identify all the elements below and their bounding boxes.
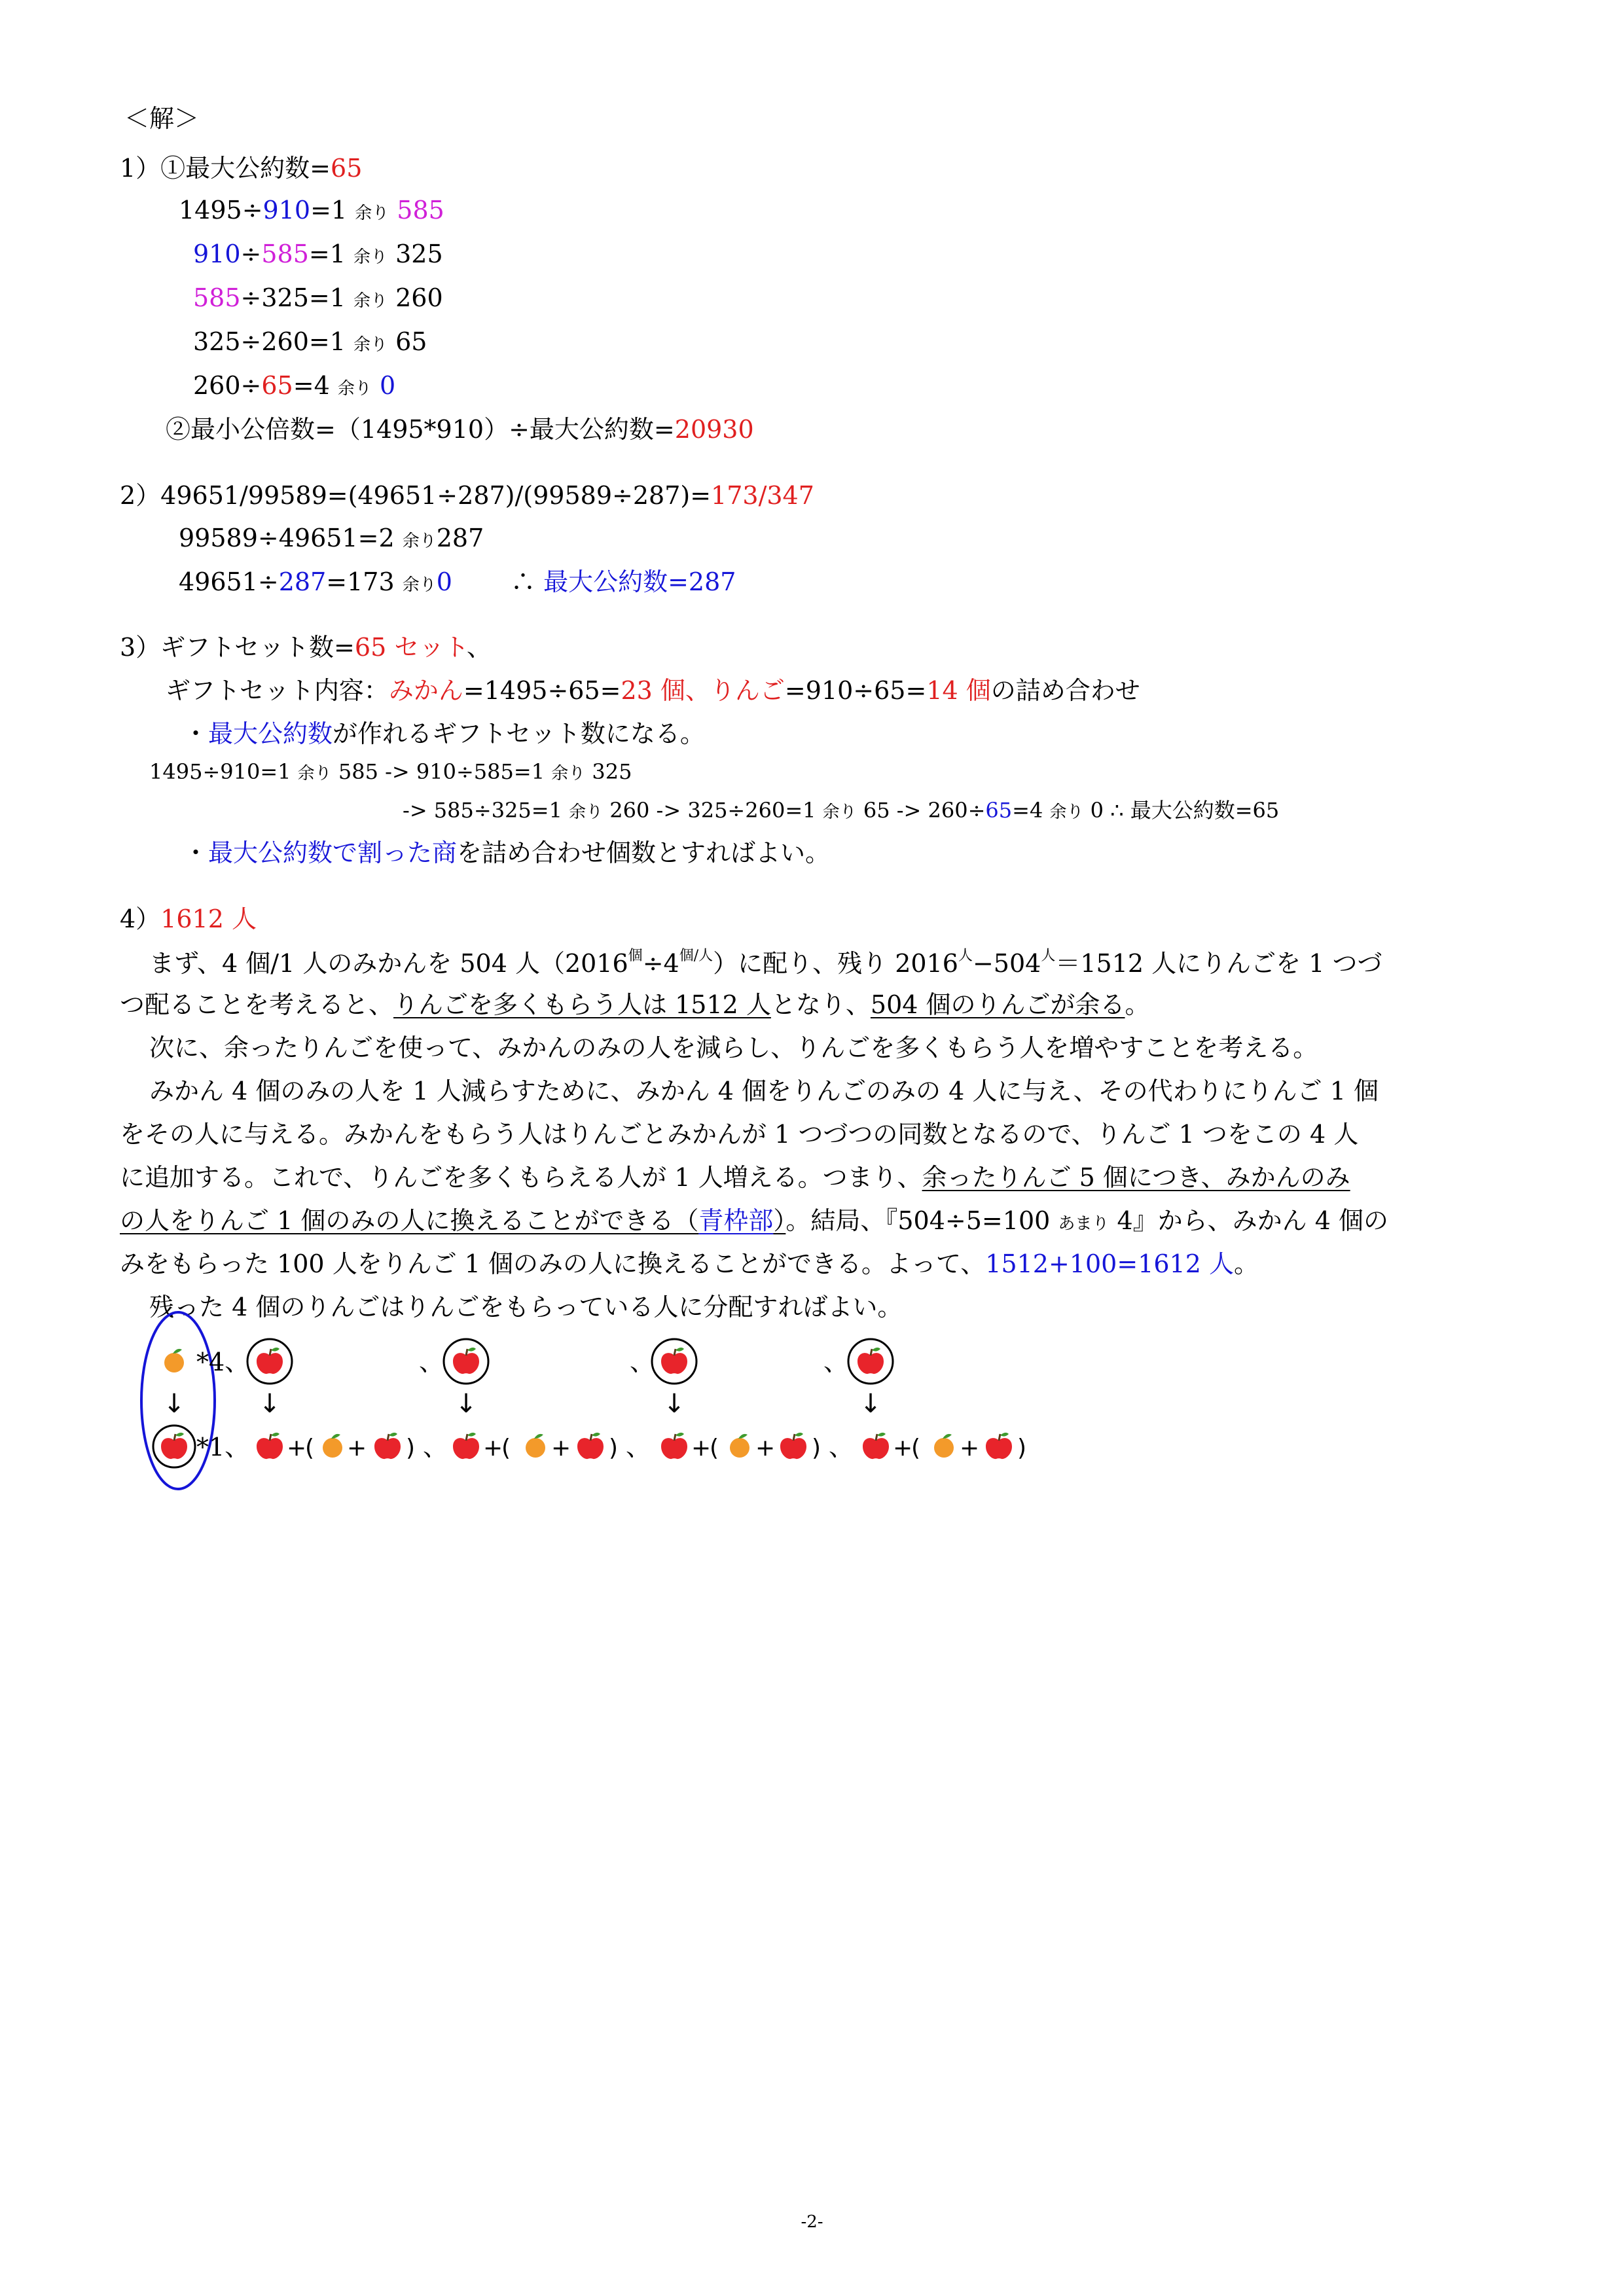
p1-step-3: 585÷325=1 余り 260	[193, 283, 443, 312]
separator: 、	[626, 1433, 651, 1462]
top-multiplier: *4、	[196, 1348, 250, 1376]
red-apple-icon	[661, 1348, 687, 1374]
red-apple-icon	[374, 1433, 401, 1459]
right-paren: )	[812, 1435, 821, 1462]
p2-step-2: 49651÷287=173 余り0	[179, 567, 452, 596]
p4-line-9: 残った 4 個のりんごはりんごをもらっている人に分配すればよい。	[149, 1293, 903, 1321]
p2-line: 2）49651/99589=(49651÷287)/(99589÷287)=173/347	[120, 481, 814, 510]
p4-line-5: をその人に与える。みかんをもらう人はりんごとみかんが 1 つづつの同数となるので、りんご 1 つをこの 4 人	[120, 1120, 1359, 1149]
p4-line-8: みをもらった 100 人をりんご 1 個のみの人に換えることができる。よって、1512+100=1612 人。	[120, 1249, 1259, 1278]
red-apple-icon	[161, 1433, 187, 1459]
p4-line-2: つ配ることを考えると、りんごを多くもらう人は 1512 人となり、504 個のりんごが余る。	[120, 990, 1150, 1019]
down-arrow-icon: ↓	[859, 1389, 882, 1419]
p4-line-7: の人をりんご 1 個のみの人に換えることができる（青枠部）。結局、『504÷5=100 あまり 4』から、みかん 4 個の	[120, 1206, 1388, 1235]
p1-title: 1）①最大公約数=65	[120, 154, 363, 183]
plus: +	[691, 1435, 712, 1462]
answer-header: ＜解＞	[124, 104, 200, 133]
p2-step-1: 99589÷49651=2 余り287	[179, 524, 484, 552]
plus: +	[347, 1435, 367, 1462]
left-paren: (	[501, 1435, 511, 1462]
p3-calc-2: -> 585÷325=1 余り 260 -> 325÷260=1 余り 65 -> 260÷65=4 余り 0 ∴ 最大公約数=65	[403, 798, 1280, 823]
red-apple-icon	[453, 1348, 479, 1374]
plus: +	[287, 1435, 307, 1462]
plus: +	[960, 1435, 980, 1462]
red-apple-icon	[857, 1348, 884, 1374]
p3-bullet-1: ・最大公約数が作れるギフトセット数になる。	[183, 719, 705, 748]
plus: +	[483, 1435, 503, 1462]
p3-line-1: 3）ギフトセット数=65 セット、	[120, 633, 492, 662]
p1-step-1: 1495÷910=1 余り 585	[179, 196, 444, 224]
red-apple-icon	[780, 1433, 806, 1459]
p3-calc-1: 1495÷910=1 余り 585 -> 910÷585=1 余り 325	[149, 759, 632, 784]
separator: 、	[829, 1433, 854, 1462]
p1-step-5: 260÷65=4 余り 0	[193, 371, 396, 400]
right-paren: )	[609, 1435, 619, 1462]
orange-fruit-icon	[323, 1434, 342, 1458]
plus: +	[551, 1435, 571, 1462]
down-arrow-icon: ↓	[663, 1389, 685, 1419]
red-apple-icon	[257, 1348, 283, 1374]
orange-fruit-icon	[730, 1434, 749, 1458]
down-arrow-icon: ↓	[455, 1389, 477, 1419]
down-arrow-icon: ↓	[163, 1389, 185, 1419]
orange-fruit-icon	[934, 1434, 954, 1458]
bottom-multiplier: *1、	[196, 1433, 250, 1462]
down-arrow-icon: ↓	[259, 1389, 281, 1419]
right-paren: )	[1017, 1435, 1027, 1462]
page-number: -2-	[801, 2212, 823, 2232]
p1-step-4: 325÷260=1 余り 65	[193, 327, 427, 356]
left-paren: (	[911, 1435, 921, 1462]
red-apple-icon	[661, 1433, 687, 1459]
red-apple-icon	[863, 1433, 889, 1459]
red-apple-icon	[257, 1433, 283, 1459]
p3-line-2: ギフトセット内容：みかん=1495÷65=23 個、りんご=910÷65=14 個の詰め合わせ	[166, 676, 1140, 705]
red-apple-icon	[453, 1433, 479, 1459]
comma: 、	[419, 1348, 444, 1376]
red-apple-icon	[577, 1433, 604, 1459]
p1-lcm: ②最小公倍数=（1495*910）÷最大公約数=20930	[166, 415, 754, 444]
orange-fruit-icon	[164, 1349, 184, 1372]
plus: +	[893, 1435, 913, 1462]
right-paren: )	[406, 1435, 416, 1462]
p2-conclusion: ∴ 最大公約数=287	[511, 567, 736, 596]
p3-bullet-2: ・最大公約数で割った商を詰め合わせ個数とすればよい。	[183, 838, 831, 867]
separator: 、	[423, 1433, 448, 1462]
p4-title: 4）1612 人	[120, 905, 257, 933]
plus: +	[755, 1435, 776, 1462]
comma: 、	[823, 1348, 849, 1376]
p4-line-1: まず、4 個/1 人のみかんを 504 人$(2016^個\div 4^{個/人})$に配り、残り $2016^人-504^人=1512$ 人にりんごを 1 つづ	[149, 948, 1382, 978]
comma: 、	[630, 1348, 655, 1376]
p1-step-2: 910÷585=1 余り 325	[193, 240, 443, 268]
p4-line-3: 次に、余ったりんごを使って、みかんのみの人を減らし、りんごを多くもらう人を増やすことを考える。	[149, 1033, 1318, 1062]
p4-line-6: に追加する。これで、りんごを多くもらえる人が 1 人増える。つまり、余ったりんご 5 個につき、みかんのみ	[120, 1163, 1350, 1192]
left-paren: (	[305, 1435, 315, 1462]
red-apple-icon	[986, 1433, 1012, 1459]
p4-line-4: みかん 4 個のみの人を 1 人減らすために、みかん 4 個をりんごのみの 4 人に与え、その代わりにりんご 1 個	[149, 1077, 1379, 1105]
left-paren: (	[710, 1435, 719, 1462]
orange-fruit-icon	[526, 1434, 545, 1458]
